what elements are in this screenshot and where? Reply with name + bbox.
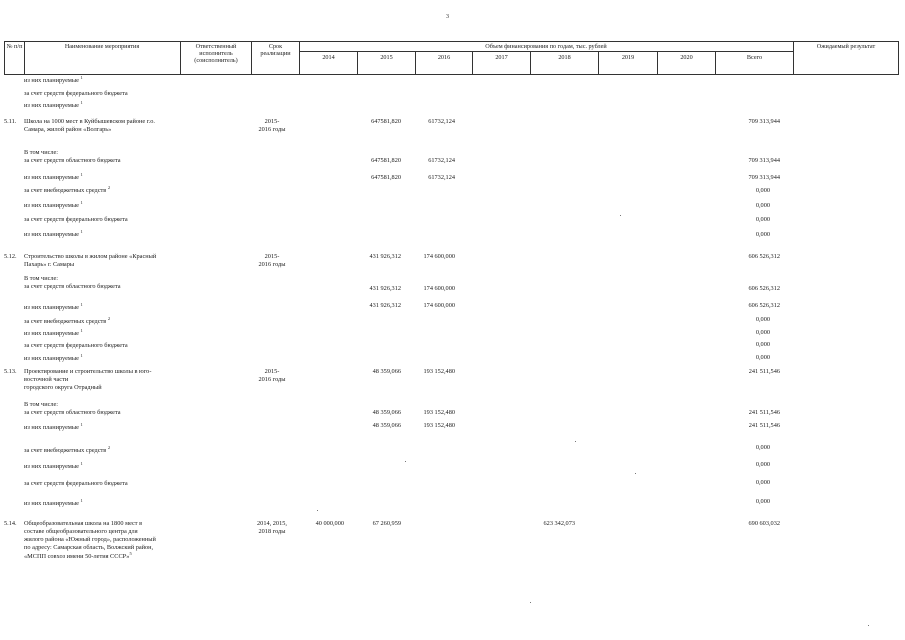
row-label-planned: из них планируемые $^1$ — [24, 229, 83, 238]
value-2015: 48 359,066 — [372, 409, 401, 416]
row-title: жилого района «Южный город», расположенный — [24, 536, 156, 543]
value-total: 0,000 — [755, 216, 770, 223]
row-label-planned: из них планируемые $^1$ — [24, 75, 83, 84]
row-number: 5.12. — [4, 253, 17, 260]
header-col-name: Наименование мероприятия — [64, 43, 140, 50]
row-number: 5.11. — [4, 118, 17, 125]
row-label-including: В том числе: — [24, 401, 59, 408]
row-term: 2016 годы — [258, 261, 286, 268]
row-label-federal: за счет средств федерального бюджета — [24, 342, 128, 349]
row-title: Пахарь» г. Самары — [24, 261, 75, 268]
row-title: Строительство школы в жилом районе «Красный — [24, 253, 157, 260]
row-title: восточной части — [24, 376, 69, 383]
scan-speck — [868, 625, 869, 626]
header-year-2020: 2020 — [680, 54, 693, 61]
value-total: 0,000 — [755, 316, 770, 323]
value-total: 0,000 — [755, 479, 770, 486]
row-label-offbudget: за счет внебюджетных средств $^2$ — [24, 185, 111, 194]
row-label-federal: за счет средств федерального бюджета — [24, 480, 128, 487]
row-label-regional: за счет средств областного бюджета — [24, 409, 121, 416]
row-label-planned: из них планируемые $^1$ — [24, 498, 83, 507]
header-top-rule — [4, 41, 899, 42]
value-total: 241 511,546 — [748, 422, 780, 429]
value-2016: 61732,124 — [428, 118, 455, 125]
row-label-federal: за счет средств федерального бюджета — [24, 216, 128, 223]
row-label-offbudget: за счет внебюджетных средств $^2$ — [24, 445, 111, 454]
value-total: 0,000 — [755, 444, 770, 451]
row-label-federal: за счет средств федерального бюджета — [24, 90, 128, 97]
value-2016: 61732,124 — [428, 157, 455, 164]
row-title: Школа на 1000 мест в Куйбышевском районе г.о. — [24, 118, 155, 125]
row-title: Общеобразовательная школа на 1800 мест в — [24, 520, 143, 527]
row-label-planned: из них планируемые $^1$ — [24, 302, 83, 311]
row-term: 2016 годы — [258, 126, 286, 133]
value-2015: 647581,820 — [371, 174, 401, 181]
row-label-planned: из них планируемые $^1$ — [24, 461, 83, 470]
row-title: по адресу: Самарская область, Волжский район, — [24, 544, 154, 551]
header-year-2015: 2015 — [380, 54, 393, 61]
value-2015: 431 926,312 — [369, 253, 401, 260]
value-2015: 48 359,066 — [372, 422, 401, 429]
row-term: 2015- — [264, 118, 280, 125]
value-2016: 174 600,000 — [423, 253, 455, 260]
header-year-2016: 2016 — [437, 54, 451, 61]
scan-speck — [405, 461, 406, 462]
scan-speck — [635, 473, 636, 474]
row-label-planned: из них планируемые $^1$ — [24, 100, 83, 109]
header-bottom-rule — [4, 74, 899, 75]
value-total: 0,000 — [755, 187, 770, 194]
row-label-planned: из них планируемые $^1$ — [24, 422, 83, 431]
value-total: 606 526,312 — [748, 302, 780, 309]
header-vline — [180, 41, 181, 75]
value-total: 0,000 — [755, 498, 770, 505]
value-total: 0,000 — [755, 341, 770, 348]
row-title: «МСПП совхоз имени 50-летия СССР»$^5$ — [24, 551, 132, 560]
value-total: 0,000 — [755, 354, 770, 361]
value-2014: 40 000,000 — [315, 520, 344, 527]
header-col-funding: Объем финансирования по годам, тыс. рублей — [485, 43, 607, 50]
value-total: 241 511,546 — [748, 368, 780, 375]
header-vline — [898, 41, 899, 75]
value-total: 690 603,032 — [748, 520, 780, 527]
header-vline — [793, 41, 794, 75]
row-term: 2015- — [264, 368, 280, 375]
header-vline — [24, 41, 25, 75]
value-total: 0,000 — [755, 329, 770, 336]
value-2018: 623 342,073 — [543, 520, 575, 527]
value-2015: 48 359,066 — [372, 368, 401, 375]
row-term: 2018 годы — [258, 528, 286, 535]
row-label-planned: из них планируемые $^1$ — [24, 353, 83, 362]
row-number: 5.14. — [4, 520, 17, 527]
row-label-including: В том числе: — [24, 275, 59, 282]
row-label-regional: за счет средств областного бюджета — [24, 283, 121, 290]
scan-speck — [620, 215, 621, 216]
row-title: составе общеобразовательного центра для — [24, 528, 138, 535]
value-2015: 431 926,312 — [369, 302, 401, 309]
value-2016: 174 600,000 — [423, 285, 455, 292]
value-2015: 431 926,312 — [369, 285, 401, 292]
row-label-offbudget: за счет внебюджетных средств $^2$ — [24, 316, 111, 325]
row-label-planned: из них планируемые $^1$ — [24, 200, 83, 209]
header-year-2017: 2017 — [495, 54, 508, 61]
value-2015: 647581,820 — [371, 118, 401, 125]
value-total: 241 511,546 — [748, 409, 780, 416]
header-year-2019: 2019 — [621, 54, 635, 61]
row-number: 5.13. — [4, 368, 17, 375]
header-vline — [4, 41, 5, 75]
row-label-regional: за счет средств областного бюджета — [24, 157, 121, 164]
value-2016: 193 152,480 — [423, 368, 455, 375]
header-col-term: Срок реализации — [260, 43, 291, 57]
scan-speck — [317, 510, 318, 511]
header-col-executor: Ответственный исполнитель (соисполнитель) — [194, 43, 238, 64]
table-header — [4, 41, 899, 75]
value-total: 606 526,312 — [748, 285, 780, 292]
row-title: городского округа Отрадный — [24, 384, 102, 391]
row-term: 2016 годы — [258, 376, 286, 383]
value-total: 0,000 — [755, 202, 770, 209]
value-2016: 193 152,480 — [423, 409, 455, 416]
row-label-planned: из них планируемые $^1$ — [24, 328, 83, 337]
scan-speck — [575, 441, 576, 442]
header-year-total: Всего — [746, 54, 763, 61]
row-term: 2015- — [264, 253, 280, 260]
header-years-rule — [299, 51, 793, 52]
value-total: 0,000 — [755, 231, 770, 238]
row-term: 2014, 2015, — [257, 520, 287, 527]
value-2015: 647581,820 — [371, 157, 401, 164]
row-title: Проектирование и строительство школы в юго- — [24, 368, 152, 375]
header-col-result: Ожидаемый результат — [816, 43, 876, 50]
header-col-number: № п/п — [6, 43, 23, 50]
header-year-2014: 2014 — [322, 54, 335, 61]
row-title: Самара, жилой район «Волгарь» — [24, 126, 112, 133]
value-2016: 61732,124 — [428, 174, 455, 181]
value-2016: 193 152,480 — [423, 422, 455, 429]
page-number: 3 — [446, 14, 449, 20]
header-vline — [251, 41, 252, 75]
value-2016: 174 600,000 — [423, 302, 455, 309]
row-label-planned: из них планируемые $^1$ — [24, 172, 83, 181]
value-total: 709 313,944 — [748, 157, 780, 164]
value-total: 606 526,312 — [748, 253, 780, 260]
scan-speck — [530, 602, 531, 603]
value-total: 0,000 — [755, 461, 770, 468]
value-total: 709 313,944 — [748, 118, 780, 125]
header-year-2018: 2018 — [558, 54, 571, 61]
value-total: 709 313,944 — [748, 174, 780, 181]
value-2015: 67 260,959 — [372, 520, 401, 527]
row-label-including: В том числе: — [24, 149, 59, 156]
